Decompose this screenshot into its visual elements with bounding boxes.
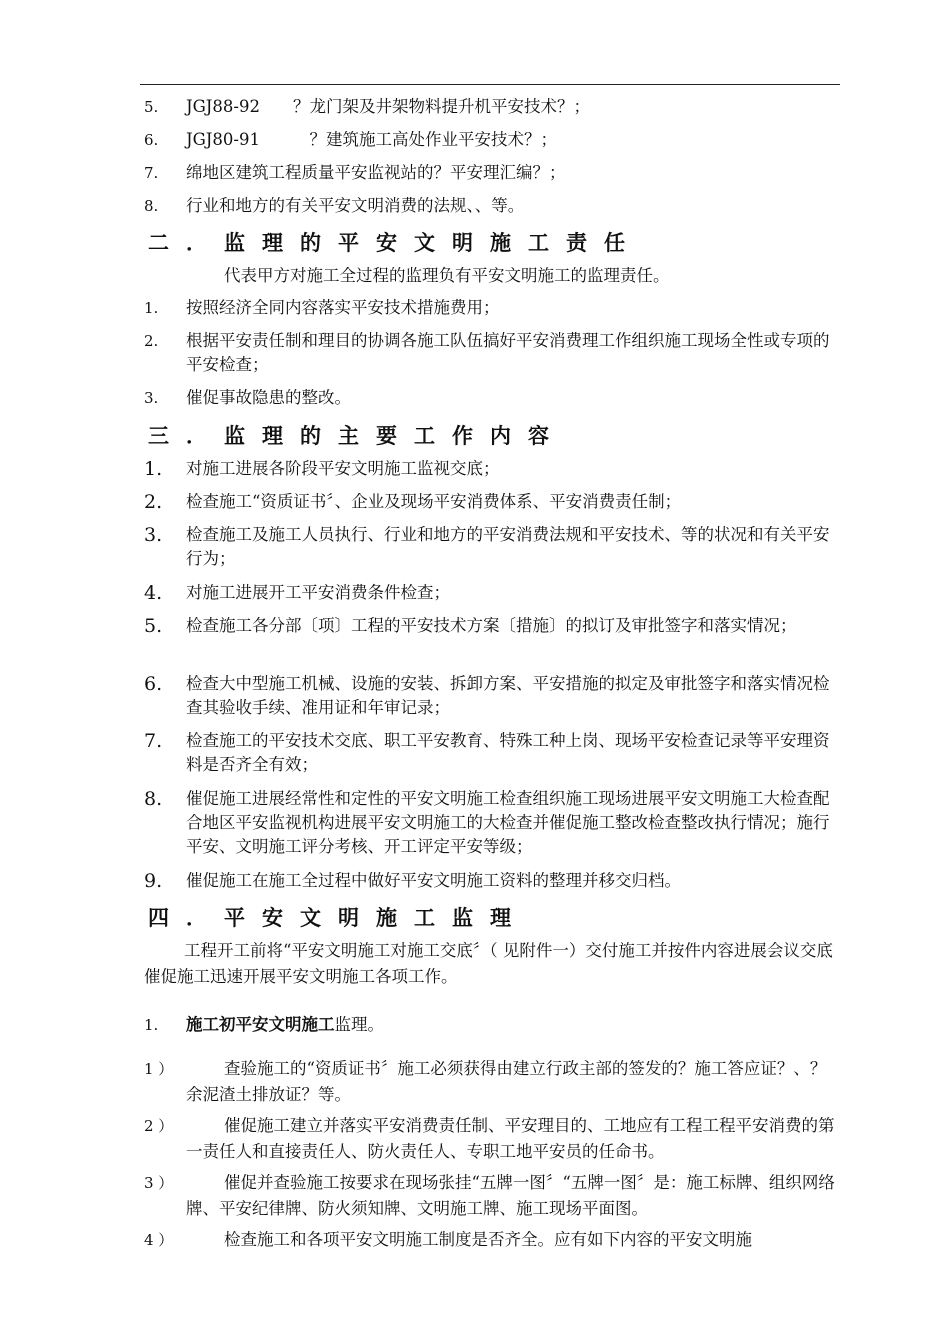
item-text: 绵地区建筑工程质量平安监视站的？平安理汇编？；: [186, 163, 566, 182]
item-number: 2.: [144, 332, 159, 350]
item-text: JGJ88-92 ？龙门架及井架物料提升机平安技术？；: [186, 97, 590, 116]
list-item: [144, 1113, 838, 1165]
item-text: 催促事故隐患的整改。: [186, 388, 351, 407]
section-heading: 四．平安文明施工监理: [148, 905, 528, 930]
item-number: 8.: [144, 788, 163, 810]
item-text: 按照经济全同内容落实平安技术措施费用；: [186, 298, 500, 317]
list-item: [144, 95, 838, 119]
item-text: 检查施工的平安技术交底、职工平安教育、特殊工种上岗、现场平安检查记录等平安理资料是否齐全有效；: [186, 731, 830, 774]
list-item: [144, 161, 838, 185]
item-text: 检查施工“资质证书〞、企业及现场平安消费体系、平安消费责任制；: [186, 492, 682, 511]
item-number: 3 ）: [144, 1174, 174, 1192]
item-number: 6.: [144, 673, 163, 695]
section-intro: [144, 938, 838, 990]
section-heading: 二．监理的平安文明施工责任: [148, 230, 642, 255]
item-number: 8.: [144, 197, 159, 215]
item-text: 催促施工在施工全过程中做好平安文明施工资料的整理并移交归档。: [186, 871, 681, 890]
list-item: [144, 581, 838, 605]
item-number: 3.: [144, 524, 163, 546]
item-text: 对施工进展开工平安消费条件检查；: [186, 583, 450, 602]
item-body: 催促并查验施工按要求在现场张挂“五牌一图〞“五牌一图〞是：施工标牌、组织网络牌、平安纪律牌、防火须知牌、文明施工牌、施工现场平面图。: [186, 1173, 835, 1218]
list-item: [144, 128, 838, 152]
item-text: [186, 1227, 838, 1253]
sub-heading: [144, 1013, 838, 1037]
list-item: [144, 787, 838, 859]
item-number: 7.: [144, 164, 159, 182]
item-number: 1 ）: [144, 1060, 174, 1078]
list-item: [144, 194, 838, 218]
item-number: 5.: [144, 98, 159, 116]
item-number: 6.: [144, 131, 159, 149]
item-text: JGJ80-91 ？建筑施工高处作业平安技术？；: [186, 130, 557, 149]
item-text: 检查施工及施工人员执行、行业和地方的平安消费法规和平安技术、等的状况和有关平安行为；: [186, 525, 830, 568]
item-number: 3.: [144, 389, 159, 407]
list-item: [144, 1170, 838, 1222]
item-body: 催促施工建立并落实平安消费责任制、平安理目的、工地应有工程工程平安消费的第一责任人和直接责任人、防火责任人、专职工地平安员的任命书。: [186, 1116, 835, 1161]
list-item: [144, 869, 838, 893]
list-item: [144, 490, 838, 514]
item-number: 5.: [144, 615, 163, 637]
item-number: 4 ）: [144, 1231, 174, 1249]
item-text: 检查大中型施工机械、设施的安装、拆卸方案、平安措施的拟定及审批签字和落实情况检查其验收手续、准用证和年审记录；: [186, 674, 830, 717]
intro-text: 工程开工前将“平安文明施工对施工交底〞（ 见附件一）交付施工并按件内容进展会议交底催促施工迅速开展平安文明施工各项工作。: [144, 941, 833, 986]
item-text: 根据平安责任制和理目的协调各施工队伍搞好平安消费理工作组织施工现场全性或专项的平安检查；: [186, 331, 830, 374]
item-number: 1.: [144, 299, 159, 317]
item-text: 检查施工各分部〔项〕工程的平安技术方案〔措施〕的拟订及审批签字和落实情况；: [186, 616, 797, 635]
item-text: [186, 1013, 838, 1037]
sub-heading-tail: 监理。: [334, 1015, 384, 1034]
item-text: 对施工进展各阶段平安文明施工监视交底；: [186, 459, 500, 478]
section-heading: 三．监理的主要工作内容: [148, 423, 566, 448]
intro-text: 代表甲方对施工全过程的监理负有平安文明施工的监理责任。: [224, 266, 670, 285]
item-number: 1.: [144, 458, 163, 480]
item-number: 7.: [144, 730, 163, 752]
list-item: [144, 296, 838, 320]
list-item: [144, 729, 838, 777]
list-item: [144, 1227, 838, 1253]
item-body: 查验施工的“资质证书〞施工必须获得由建立行政主部的签发的？施工答应证？、？余泥渣土排放证？等。: [186, 1059, 827, 1104]
list-item: [144, 1056, 838, 1108]
item-body: 检查施工和各项平安文明施工制度是否齐全。应有如下内容的平安文明施: [224, 1230, 752, 1249]
item-number: 2.: [144, 491, 163, 513]
item-text: [186, 1113, 838, 1165]
list-item: [144, 386, 838, 410]
item-number: 1.: [144, 1016, 159, 1034]
item-text: 催促施工进展经常性和定性的平安文明施工检查组织施工现场进展平安文明施工大检查配合地区平安监视机构进展平安文明施工的大检查并催促施工整改检查整改执行情况；施行平安、文明施工评分考核、开工评定平安等级；: [186, 789, 830, 856]
item-text: [186, 1056, 838, 1108]
item-number: 9.: [144, 870, 163, 892]
header-rule: [140, 84, 840, 85]
list-item: [144, 457, 838, 481]
list-item: [144, 329, 838, 377]
item-text: 行业和地方的有关平安文明消费的法规、、等。: [186, 196, 525, 215]
item-text: [186, 1170, 838, 1222]
list-item: [144, 523, 838, 571]
item-number: 2 ）: [144, 1117, 174, 1135]
sub-heading-bold: 施工初平安文明施工: [186, 1015, 335, 1034]
list-item: [144, 614, 838, 638]
section-intro: [224, 263, 838, 289]
list-item: [144, 672, 838, 720]
item-number: 4.: [144, 582, 163, 604]
